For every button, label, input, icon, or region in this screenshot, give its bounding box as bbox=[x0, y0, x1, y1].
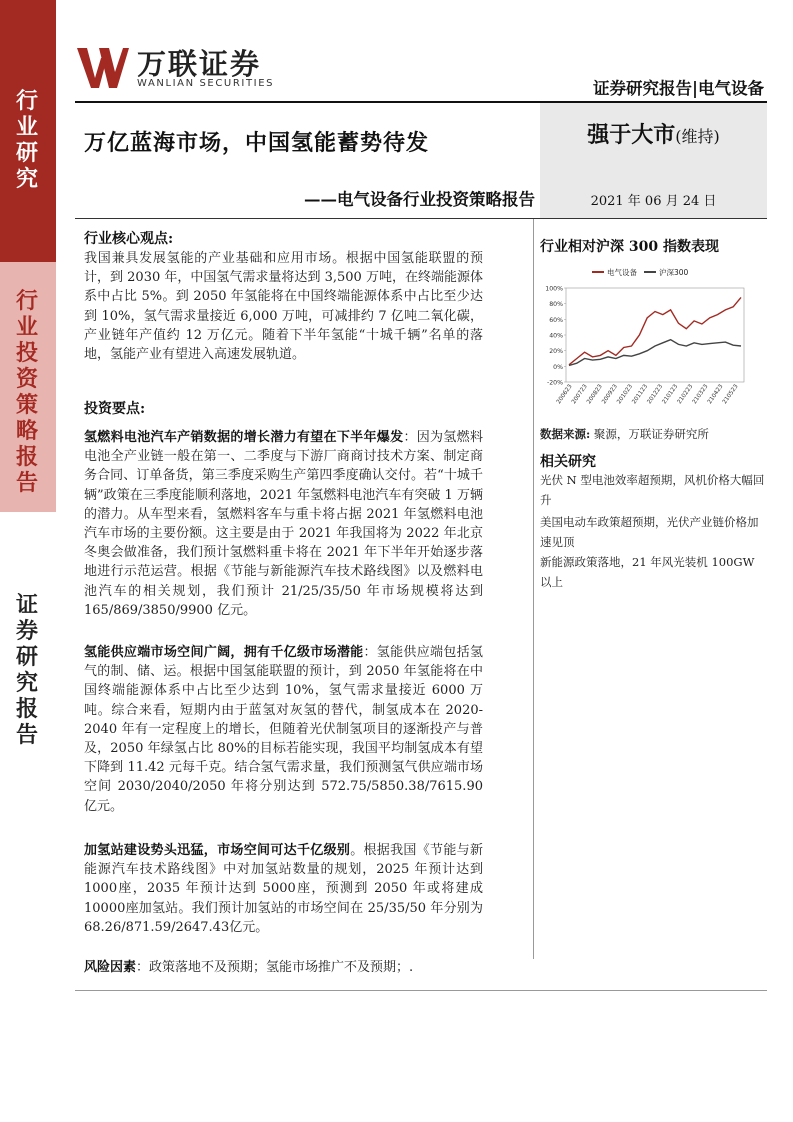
x-tick-label: 210323 bbox=[691, 383, 710, 406]
rating bbox=[540, 118, 767, 149]
sidebar-char: 告 bbox=[15, 722, 40, 748]
sidebar-label-industry-research bbox=[0, 88, 56, 192]
risk-factors bbox=[84, 958, 483, 977]
x-tick-label: 200823 bbox=[586, 383, 604, 406]
rating-value: 强于大市 bbox=[587, 122, 676, 148]
y-tick-label: 80% bbox=[549, 301, 563, 309]
y-tick-label: 60% bbox=[549, 316, 563, 324]
performance-chart bbox=[540, 262, 768, 422]
core-view-heading: 行业核心观点: bbox=[84, 231, 174, 247]
company-name-en: WANLIAN SECURITIES bbox=[137, 78, 275, 89]
series-line bbox=[569, 297, 741, 364]
investment-heading: 投资要点: bbox=[84, 401, 146, 417]
investment-point-3 bbox=[84, 841, 483, 937]
x-tick-label: 210523 bbox=[722, 383, 740, 406]
series-line bbox=[569, 340, 741, 366]
report-subtitle: ——电气设备行业投资策略报告 bbox=[304, 190, 535, 209]
x-tick-label: 210123 bbox=[661, 383, 680, 406]
column-divider bbox=[533, 219, 534, 959]
sidebar-char: 行 bbox=[15, 88, 40, 114]
report-title: 万亿蓝海市场，中国氢能蓄势待发 bbox=[84, 130, 430, 156]
sidebar-char: 业 bbox=[15, 314, 40, 340]
y-tick-label: -20% bbox=[547, 379, 563, 387]
risk-text: ：政策落地不及预期；氢能市场推广不及预期；. bbox=[136, 960, 414, 975]
sidebar-label-securities-report bbox=[0, 592, 56, 748]
sidebar-char: 业 bbox=[15, 114, 40, 140]
sidebar-char: 告 bbox=[15, 470, 40, 496]
x-tick-label: 210423 bbox=[706, 383, 725, 406]
point-2-text: ：氢能供应端包括氢气的制、储、运。根据中国氢能联盟的预计，到 2050 年氢能将在中国终端能源体系中占比至少达到 10%，氢气需求量接近 6000 万吨。综合来看，短期内由于蓝氢对灰氢的替代，制氢成本在 2020-2040 年有一定程度上的增长，但随着光伏制氢项目的逐渐投产与普及，2050 年绿氢占比 80%的目标若能实现，我国平均制氢成本有望下降到 11.42 元每千克。结合氢气需求量，我们预测氢气供应端市场空间 2030/2040/2050 年将分别达到 572.75/5850.38/7615.90 亿元。 bbox=[84, 645, 483, 814]
point-3-lead: 加氢站建设势头迅猛，市场空间可达千亿级别 bbox=[84, 843, 351, 858]
y-tick-label: 40% bbox=[549, 332, 563, 340]
data-source-label: 数据来源: bbox=[540, 427, 591, 441]
x-tick-label: 200723 bbox=[571, 383, 589, 406]
legend-label: 沪深300 bbox=[659, 268, 689, 277]
sidebar-char: 研 bbox=[15, 644, 40, 670]
data-source-text: 聚源，万联证券研究所 bbox=[593, 427, 709, 441]
related-item-2[interactable]: 美国电动车政策超预期，光伏产业链价格加速见顶 bbox=[540, 515, 759, 549]
core-view-text: 我国兼具发展氢能的产业基础和应用市场。根据中国氢能联盟的预计，到 2030 年，中国氢气需求量将达到 3,500 万吨，在终端能源体系中占比 5%。到 2050 年氢能将在中国终端能源体系中占比至少达到 10%，氢气需求量接近 6,000 万吨，可减排约 7 亿吨二氧化碳，产业链年产值约 12 万亿元。随着下半年氢能“十城千辆”名单的落地，氢能产业有望进入高速发展轨道。 bbox=[84, 251, 483, 363]
sidebar-char: 资 bbox=[15, 366, 40, 392]
chart-plot-area bbox=[566, 288, 744, 382]
sidebar-label-strategy-report bbox=[0, 288, 56, 496]
sidebar-char: 券 bbox=[15, 618, 40, 644]
x-tick-label: 201223 bbox=[646, 383, 665, 406]
investment-point-1 bbox=[84, 428, 483, 620]
x-tick-label: 200923 bbox=[601, 383, 619, 406]
point-3-text: 。根据我国《节能与新能源汽车技术路线图》中对加氢站数量的规划，2025 年预计达到 1000座，2035 年预计达到 5000座，预测到 2050 年或将建成 10000座加氢站。我们预计加氢站的市场空间在 25/35/50 年分别为 68.26/871.59/2647.43亿元。 bbox=[84, 843, 483, 935]
point-1-text: ：因为氢燃料电池全产业链一般在第一、二季度与下游厂商商讨技术方案、制定商务合同、订单备货，第三季度采购生产第四季度确认交付。若“十城千辆”政策在三季度能顺利落地，2021 年氢燃料电池汽车有突破 1 万辆的潜力。从车型来看，氢燃料客车与重卡将占据 2021 年氢燃料电池汽车市场的主要份额。这主要是由于 2021 年我国将为 2022 年北京冬奥会做准备，我们预计氢燃料重卡将在 2021 年下半年开始逐步落地进行示范运营。根据《节能与新能源汽车技术路线图》以及燃料电池汽车的相关规划，我们预计 21/25/35/50 年市场规模将达到 165/869/3850/9900 亿元。 bbox=[84, 430, 483, 618]
sidebar-char: 报 bbox=[15, 444, 40, 470]
sidebar-char: 究 bbox=[15, 670, 40, 696]
logo-icon bbox=[77, 44, 129, 92]
legend-label: 电气设备 bbox=[607, 268, 637, 277]
sidebar-char: 行 bbox=[15, 288, 40, 314]
data-source bbox=[540, 424, 768, 444]
x-tick-label: 201123 bbox=[631, 383, 650, 406]
report-category: 证券研究报告|电气设备 bbox=[592, 79, 764, 98]
risk-lead: 风险因素 bbox=[84, 960, 137, 975]
x-tick-label: 200623 bbox=[556, 383, 574, 406]
sidebar-char: 研 bbox=[15, 140, 40, 166]
y-tick-label: 0% bbox=[553, 363, 563, 371]
x-tick-label: 210223 bbox=[676, 383, 695, 406]
sidebar-char: 投 bbox=[15, 340, 40, 366]
point-2-lead: 氢能供应端市场空间广阔，拥有千亿级市场潜能 bbox=[84, 645, 364, 660]
sidebar-char: 策 bbox=[15, 392, 40, 418]
company-name-cn: 万联证券 bbox=[137, 47, 262, 81]
investment-point-2 bbox=[84, 643, 483, 816]
title-divider bbox=[75, 218, 767, 219]
related-item-3[interactable]: 新能源政策落地，21 年风光装机 100GW 以上 bbox=[540, 555, 755, 589]
rating-note: (维持) bbox=[675, 127, 720, 146]
report-date: 2021 年 06 月 24 日 bbox=[590, 194, 717, 209]
point-1-lead: 氢燃料电池汽车产销数据的增长潜力有望在下半年爆发 bbox=[84, 430, 404, 445]
sidebar-char: 证 bbox=[15, 592, 40, 618]
sidebar-char: 略 bbox=[15, 418, 40, 444]
related-item-1[interactable]: 光伏 N 型电池效率超预期，风机价格大幅回升 bbox=[540, 473, 765, 507]
x-tick-label: 201023 bbox=[616, 383, 635, 406]
y-tick-label: 100% bbox=[545, 285, 563, 293]
chart-title: 行业相对沪深 300 指数表现 bbox=[540, 239, 719, 255]
footer-divider bbox=[75, 990, 767, 991]
y-tick-label: 20% bbox=[549, 348, 563, 356]
sidebar-char: 报 bbox=[15, 696, 40, 722]
sidebar-char: 究 bbox=[15, 166, 40, 192]
related-research-heading: 相关研究 bbox=[540, 454, 596, 470]
